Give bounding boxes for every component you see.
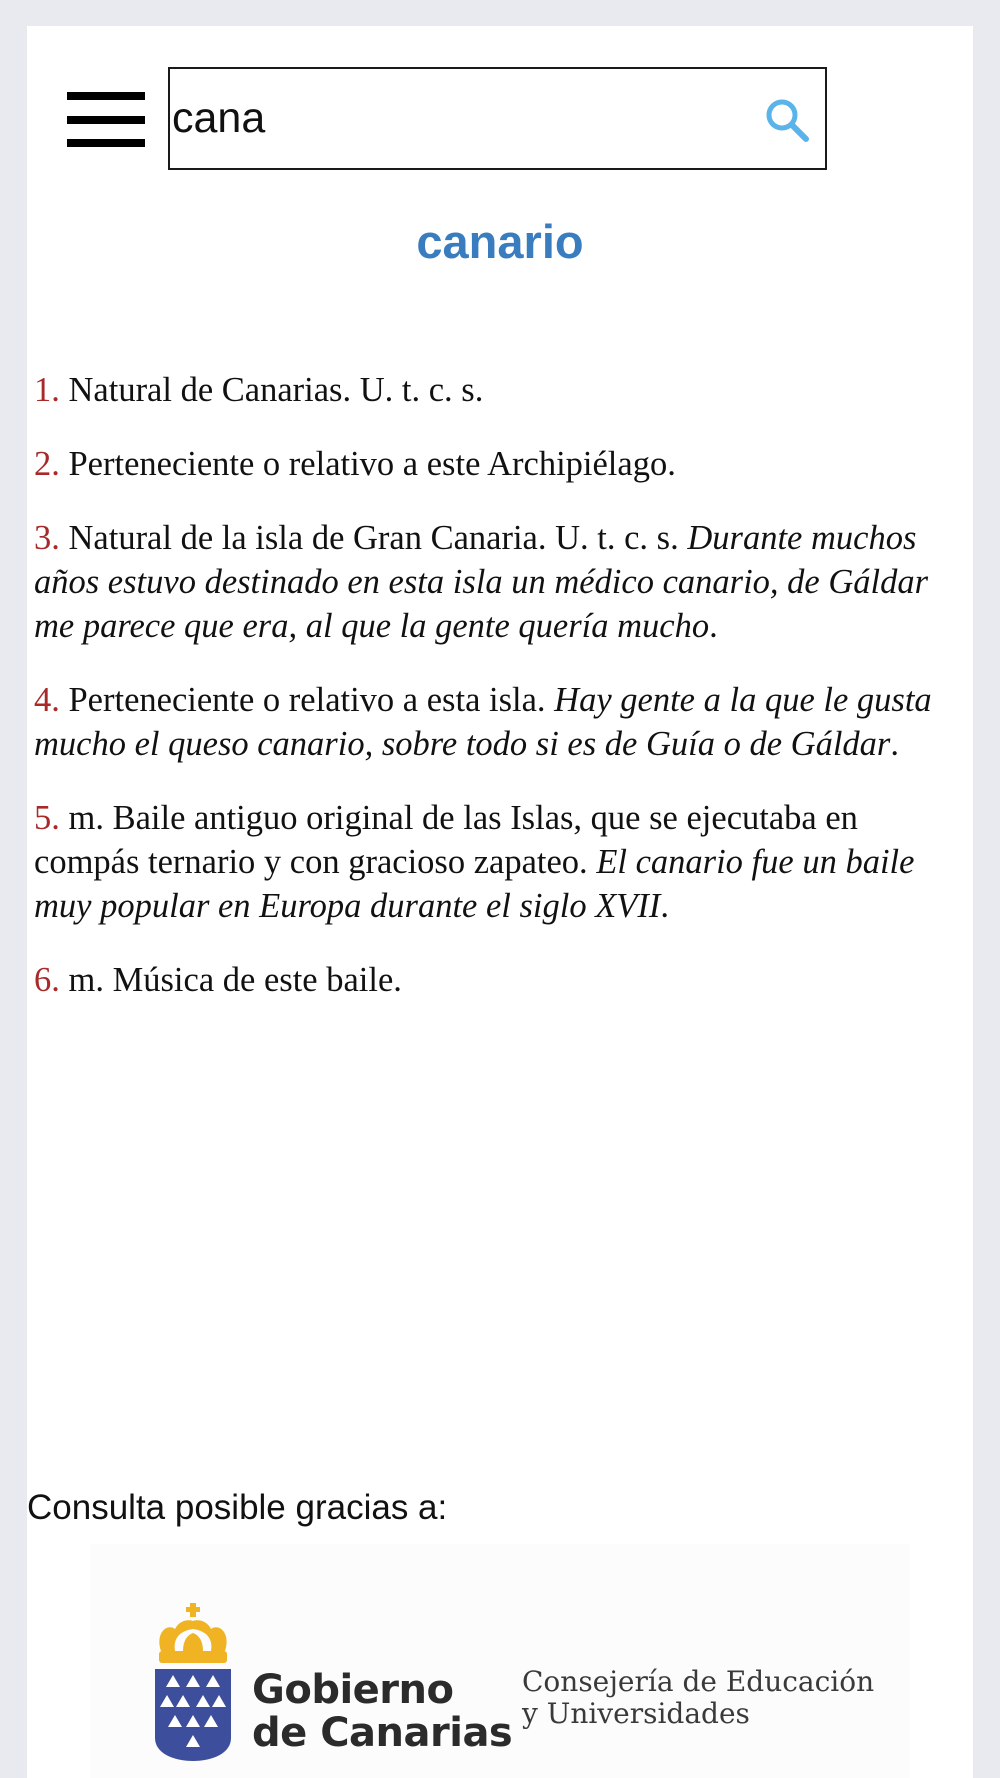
definition-example: Hay gente a la que le gusta mucho el queso canario, sobre todo si es de Guía o de Gáldar: [34, 681, 932, 763]
government-name: [252, 1669, 512, 1755]
definition-item: [34, 796, 969, 928]
entry-title: canario: [416, 215, 584, 268]
definition-item: [34, 958, 969, 1002]
definition-number: 6.: [34, 961, 60, 999]
department-name-line2: y Universidades: [522, 1697, 750, 1730]
definition-text: Natural de Canarias. U. t. c. s.: [59, 371, 484, 409]
department-name: [522, 1666, 874, 1730]
thanks-label: Consulta posible gracias a:: [27, 1488, 448, 1527]
search-input[interactable]: [172, 79, 732, 157]
definition-text: Natural de la isla de Gran Canaria. U. t. c. s.: [59, 519, 688, 557]
crest-icon: [153, 1603, 233, 1763]
department-name-line1: Consejería de Educación: [522, 1665, 875, 1698]
government-name-line2: de Canarias: [252, 1710, 513, 1756]
definition-tail: .: [709, 607, 718, 645]
definition-text: Perteneciente o relativo a esta isla.: [59, 681, 555, 719]
definition-example: Durante muchos años estuvo destinado en esta isla un médico canario, de Gáldar me parece que era, al que la gente quería mucho: [34, 519, 929, 645]
definition-item: [34, 516, 969, 648]
app-page: [27, 26, 973, 1778]
hamburger-menu-icon[interactable]: [67, 92, 145, 147]
definition-number: 5.: [34, 799, 60, 837]
definitions-list: [34, 368, 969, 1032]
definition-example: El canario fue un baile muy popular en Europa durante el siglo XVII: [34, 843, 915, 925]
definition-number: 1.: [34, 371, 60, 409]
definition-item: [34, 678, 969, 766]
definition-text: Perteneciente o relativo a este Archipiélago.: [59, 445, 676, 483]
search-box: [168, 67, 827, 170]
search-icon[interactable]: [763, 96, 811, 144]
sponsor-logo: [90, 1544, 910, 1778]
definition-text: m. Baile antiguo original de las Islas, que se ejecutaba en compás ternario y con gracioso zapateo.: [34, 799, 858, 881]
government-name-line1: Gobierno: [252, 1667, 454, 1713]
definition-number: 3.: [34, 519, 60, 557]
definition-number: 2.: [34, 445, 60, 483]
definition-tail: .: [890, 725, 899, 763]
definition-tail: .: [660, 887, 669, 925]
definition-item: [34, 368, 969, 412]
definition-item: [34, 442, 969, 486]
definition-text: m. Música de este baile.: [59, 961, 402, 999]
definition-number: 4.: [34, 681, 60, 719]
